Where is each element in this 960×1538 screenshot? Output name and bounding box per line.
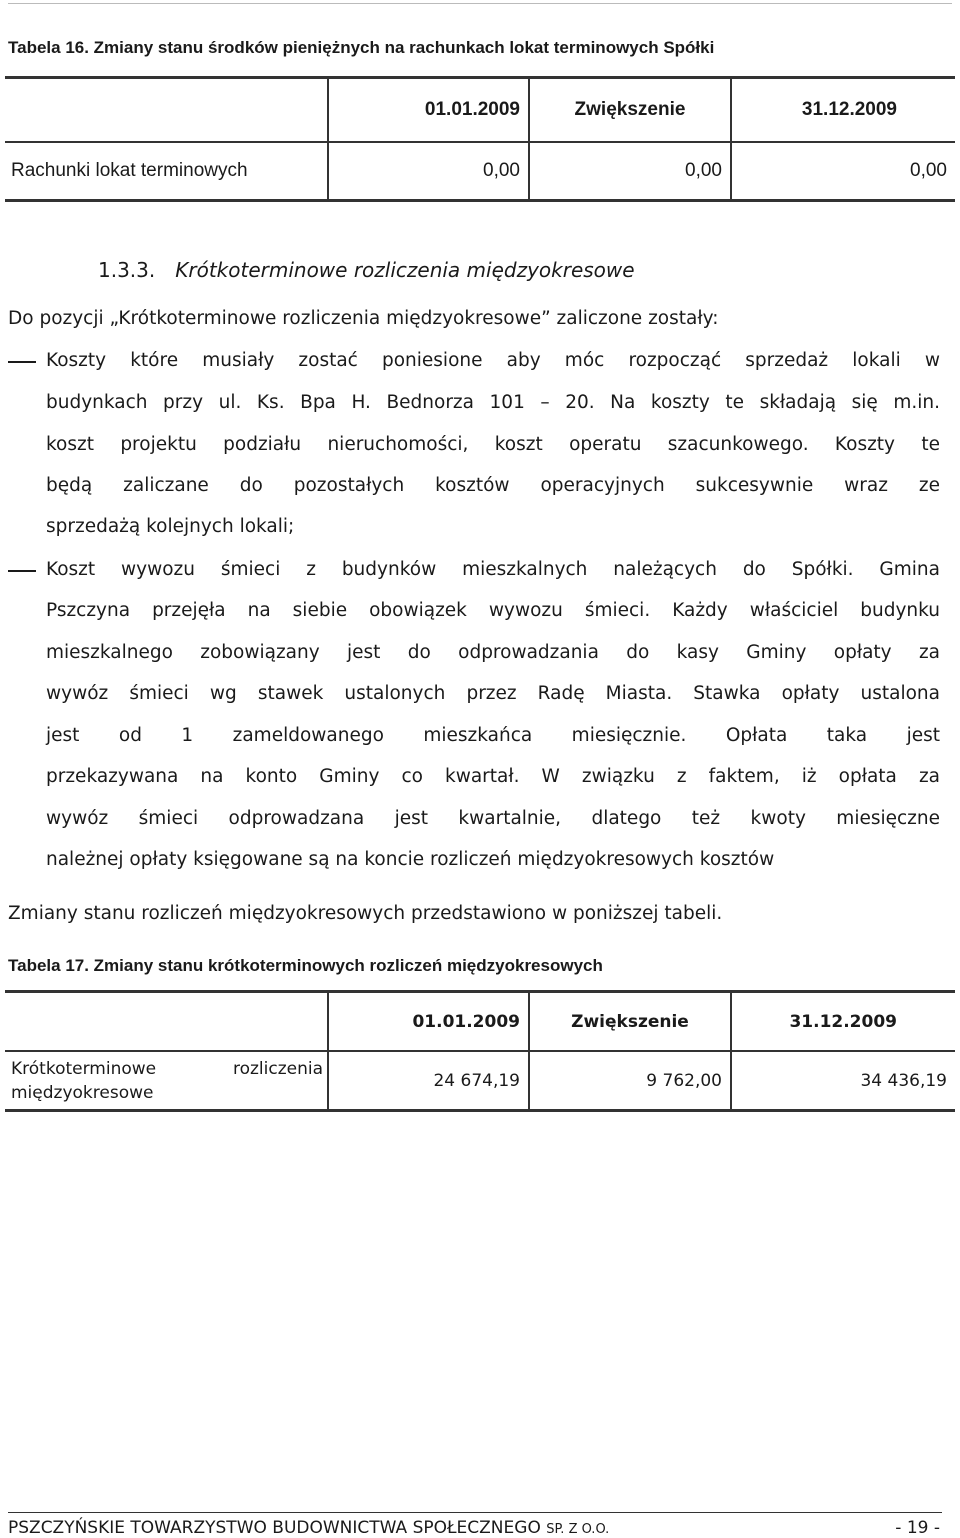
top-rule [8,3,952,4]
bullet2-line: przekazywana na konto Gminy co kwartał. W związku z faktem, iż opłata za [46,766,940,787]
table16-corner [5,78,328,143]
table17-corner [5,992,328,1052]
table17 [5,990,955,1112]
section-title: Krótkoterminowe rozliczenia międzyokresowe [175,258,635,282]
table17-header-close: 31.12.2009 [731,992,955,1052]
table17-row-label-c: międzyokresowe [11,1082,154,1103]
section-heading [98,258,635,282]
footer-organization [8,1518,609,1538]
page-number: - 19 - [895,1518,940,1538]
table17-value-open: 24 674,19 [328,1051,529,1111]
table16-value-open: 0,00 [328,142,529,201]
table17-header-increase: Zwiększenie [529,992,731,1052]
table-row [5,142,955,201]
table17-row-label-a: Krótkoterminowe [11,1058,157,1079]
footer-rule [8,1512,942,1513]
table17-header-row [5,992,955,1052]
dash-bullet-icon [8,570,36,572]
table16-header-row [5,78,955,143]
dash-bullet-icon [8,361,36,363]
table-row [5,1051,955,1111]
table16-header-open: 01.01.2009 [328,78,529,143]
table17-row-label-b: rozliczenia [232,1058,323,1079]
table17-value-close: 34 436,19 [731,1051,955,1111]
table16-header-increase: Zwiększenie [529,78,731,143]
summary-paragraph: Zmiany stanu rozliczeń międzyokresowych przedstawiono w poniższej tabeli. [8,903,723,924]
table16 [5,76,955,202]
bullet1-line: Koszty które musiały zostać poniesione aby móc rozpocząć sprzedaż lokali w [46,350,940,371]
table16-caption: Tabela 16. Zmiany stanu środków pieniężnych na rachunkach lokat terminowych Spółki [8,38,715,57]
table17-header-open: 01.01.2009 [328,992,529,1052]
bullet2-line: wywóz śmieci wg stawek ustalonych przez Radę Miasta. Stawka opłaty ustalona [46,683,940,704]
bullet1-line: budynkach przy ul. Ks. Bpa H. Bednorza 101 – 20. Na koszty te składają się m.in. [46,392,940,413]
table16-value-close: 0,00 [731,142,955,201]
bullet1-line: będą zaliczane do pozostałych kosztów operacyjnych sukcesywnie wraz ze [46,475,940,496]
table17-caption: Tabela 17. Zmiany stanu krótkoterminowych rozliczeń międzyokresowych [8,956,603,975]
table17-value-increase: 9 762,00 [529,1051,731,1111]
bullet2-line: Pszczyna przejęła na siebie obowiązek wywozu śmieci. Każdy właściciel budynku [46,600,940,621]
bullet1-line: koszt projektu podziału nieruchomości, koszt operatu szacunkowego. Koszty te [46,434,940,455]
table16-row-label: Rachunki lokat terminowych [11,160,248,181]
table16-header-close: 31.12.2009 [731,78,955,143]
footer-org-suffix: SP. Z O.O. [546,1522,610,1537]
bullet1-line: sprzedażą kolejnych lokali; [46,516,295,537]
bullet2-line: Koszt wywozu śmieci z budynków mieszkalnych należących do Spółki. Gmina [46,559,940,580]
bullet2-line: jest od 1 zameldowanego mieszkańca miesięcznie. Opłata taka jest [46,725,940,746]
footer-org-main: PSZCZYŃSKIE TOWARZYSTWO BUDOWNICTWA SPOŁECZNEGO [8,1518,541,1538]
bullet2-line: mieszkalnego zobowiązany jest do odprowadzania do kasy Gminy opłaty za [46,642,940,663]
section-intro: Do pozycji „Krótkoterminowe rozliczenia międzyokresowe” zaliczone zostały: [8,308,719,329]
bullet2-line: wywóz śmieci odprowadzana jest kwartalnie, dlatego też kwoty miesięczne [46,808,940,829]
bullet2-line: należnej opłaty księgowane są na koncie rozliczeń międzyokresowych kosztów [46,849,775,870]
table17-row-label [5,1051,328,1111]
section-number: 1.3.3. [98,258,156,282]
table16-value-increase: 0,00 [529,142,731,201]
